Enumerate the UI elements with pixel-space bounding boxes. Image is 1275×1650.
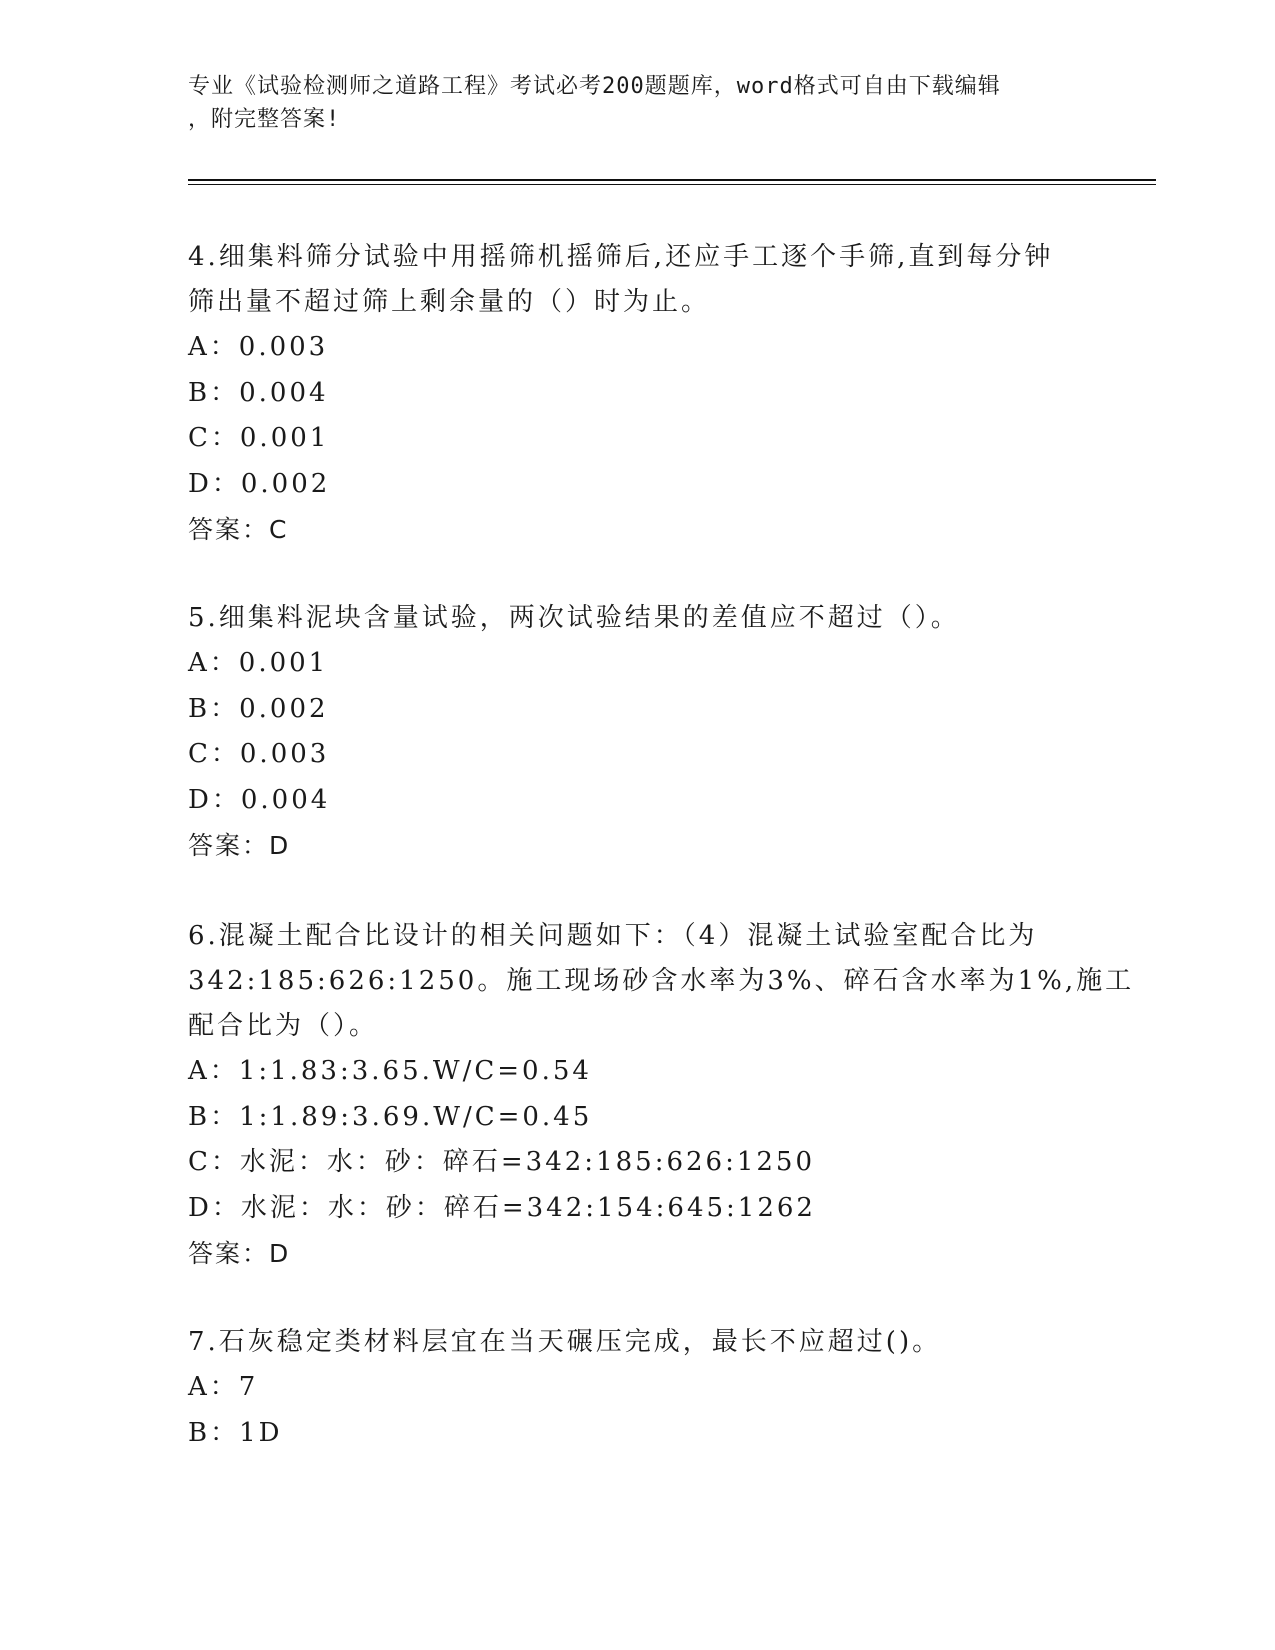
- answer: 答案：C: [188, 515, 289, 544]
- option-d: D：0.004: [188, 784, 331, 815]
- header-title: 专业《试验检测师之道路工程》考试必考200题题库，word格式可自由下载编辑: [188, 74, 1001, 99]
- question-text: 4.细集料筛分试验中用摇筛机摇筛后,还应手工逐个手筛,直到每分钟: [188, 242, 1054, 272]
- option-d: D：0.002: [188, 468, 331, 499]
- option-d: D：水泥：水：砂：碎石=342:154:645:1262: [188, 1192, 816, 1223]
- question-text: 配合比为（）。: [188, 1011, 379, 1041]
- option-a: A：0.001: [188, 648, 329, 678]
- header-divider-thin: [188, 184, 1156, 185]
- answer: 答案：D: [188, 1239, 291, 1268]
- option-b: B：1D: [188, 1417, 283, 1448]
- answer: 答案：D: [188, 831, 291, 860]
- question-7: [188, 1320, 1088, 1456]
- question-text: 筛出量不超过筛上剩余量的（）时为止。: [188, 287, 711, 317]
- question-text: 342:185:626:1250。施工现场砂含水率为3%、碎石含水率为1%,施工: [188, 966, 1135, 996]
- option-b: B：0.002: [188, 693, 329, 724]
- question-text: 7.石灰稳定类材料层宜在当天碾压完成，最长不应超过()。: [188, 1327, 942, 1357]
- document-header: [188, 70, 1088, 136]
- option-b: B：1:1.89:3.69.W/C=0.45: [188, 1101, 593, 1132]
- question-4: [188, 235, 1088, 552]
- question-text: 5.细集料泥块含量试验，两次试验结果的差值应不超过（）。: [188, 603, 960, 633]
- option-c: C：0.003: [188, 739, 330, 769]
- question-5: [188, 596, 1088, 868]
- option-a: A：1:1.83:3.65.W/C=0.54: [188, 1056, 592, 1086]
- option-c: C：0.001: [188, 423, 330, 453]
- option-a: A：7: [188, 1372, 259, 1402]
- option-b: B：0.004: [188, 377, 329, 408]
- question-6: [188, 914, 1135, 1276]
- header-subtitle: ，附完整答案!: [188, 107, 341, 132]
- option-a: A：0.003: [188, 332, 329, 362]
- option-c: C：水泥：水：砂：碎石=342:185:626:1250: [188, 1147, 816, 1177]
- header-divider: [188, 179, 1156, 181]
- question-text: 6.混凝土配合比设计的相关问题如下：（4）混凝土试验室配合比为: [188, 921, 1038, 951]
